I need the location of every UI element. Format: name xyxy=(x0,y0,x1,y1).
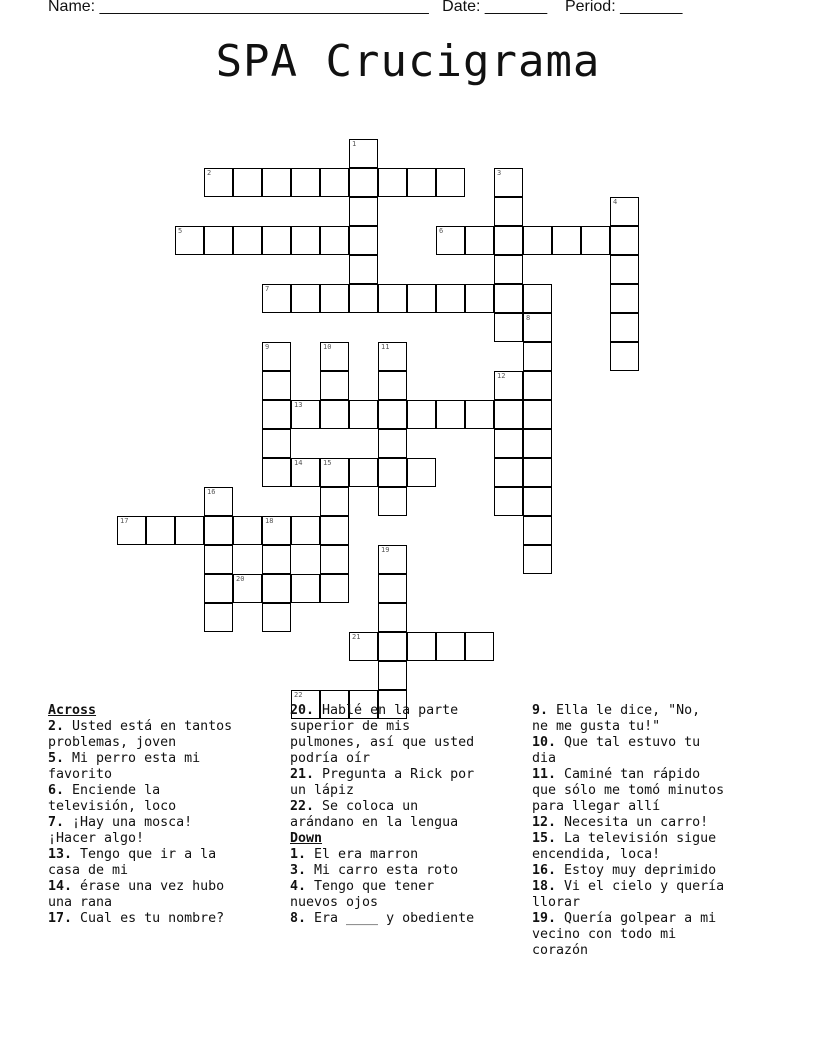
clue-line: una rana xyxy=(48,895,113,910)
cell-number: 17 xyxy=(120,517,129,525)
clue-item xyxy=(290,863,474,879)
cell-number: 4 xyxy=(613,198,618,206)
crossword-cell[interactable] xyxy=(320,168,349,197)
crossword-cell[interactable] xyxy=(262,603,291,632)
crossword-cell[interactable] xyxy=(320,487,349,516)
crossword-cell[interactable] xyxy=(204,226,233,255)
clue-number: 3. xyxy=(290,863,307,878)
crossword-cell[interactable] xyxy=(262,226,291,255)
period-line[interactable]: _______ xyxy=(620,0,683,15)
crossword-cell[interactable] xyxy=(378,400,407,429)
crossword-cell[interactable] xyxy=(436,400,465,429)
crossword-cell[interactable] xyxy=(407,168,436,197)
clue-item xyxy=(532,735,724,767)
crossword-cell[interactable] xyxy=(349,139,378,168)
crossword-cell[interactable] xyxy=(378,429,407,458)
crossword-cell[interactable] xyxy=(349,168,378,197)
crossword-cell[interactable] xyxy=(204,487,233,516)
clue-column-3 xyxy=(532,703,724,959)
clue-number: 4. xyxy=(290,879,307,894)
clue-item xyxy=(532,703,724,735)
cell-number: 7 xyxy=(265,285,270,293)
crossword-cell[interactable] xyxy=(233,226,262,255)
crossword-cell[interactable] xyxy=(523,284,552,313)
clue-line: pulmones, así que usted xyxy=(290,735,475,750)
crossword-cell[interactable] xyxy=(523,371,552,400)
clue-line: 2. Usted está en tantos xyxy=(48,719,233,734)
cell-number: 19 xyxy=(381,546,390,554)
clue-item xyxy=(48,879,232,911)
crossword-cell[interactable] xyxy=(175,516,204,545)
clue-line: encendida, loca! xyxy=(532,847,661,862)
crossword-cell[interactable] xyxy=(465,284,494,313)
clue-item xyxy=(48,911,232,927)
crossword-cell[interactable] xyxy=(349,255,378,284)
crossword-cell[interactable] xyxy=(291,458,320,487)
name-line[interactable]: _____________________________________ xyxy=(99,0,429,15)
cell-number: 16 xyxy=(207,488,216,496)
clue-number: 8. xyxy=(290,911,307,926)
clue-line: 13. Tengo que ir a la xyxy=(48,847,217,862)
crossword-cell[interactable] xyxy=(610,255,639,284)
clue-line: dia xyxy=(532,751,557,766)
clue-number: 9. xyxy=(532,703,549,718)
clue-number: 5. xyxy=(48,751,65,766)
crossword-cell[interactable] xyxy=(262,458,291,487)
clue-number: 12. xyxy=(532,815,557,830)
clue-item xyxy=(290,879,474,911)
clue-line: arándano en la lengua xyxy=(290,815,459,830)
clue-line: 20. Hablé en la parte xyxy=(290,703,459,718)
crossword-cell[interactable] xyxy=(436,632,465,661)
crossword-cell[interactable] xyxy=(291,284,320,313)
crossword-cell[interactable] xyxy=(146,516,175,545)
crossword-cell[interactable] xyxy=(436,226,465,255)
date-label: Date: xyxy=(442,0,481,15)
crossword-cell[interactable] xyxy=(494,284,523,313)
crossword-cell[interactable] xyxy=(378,632,407,661)
across-clue-list-continued xyxy=(290,703,474,831)
crossword-cell[interactable] xyxy=(494,168,523,197)
clue-item xyxy=(290,767,474,799)
clue-column-1 xyxy=(48,703,232,927)
cell-number: 1 xyxy=(352,140,357,148)
clue-line: 18. Vi el cielo y quería xyxy=(532,879,725,894)
crossword-cell[interactable] xyxy=(349,197,378,226)
clue-line: favorito xyxy=(48,767,113,782)
clue-line: 4. Tengo que tener xyxy=(290,879,435,894)
crossword-cell[interactable] xyxy=(523,458,552,487)
clue-item xyxy=(532,911,724,959)
clue-line: nuevos ojos xyxy=(290,895,379,910)
crossword-cell[interactable] xyxy=(291,226,320,255)
clue-number: 20. xyxy=(290,703,315,718)
crossword-cell[interactable] xyxy=(262,516,291,545)
crossword-cell[interactable] xyxy=(262,284,291,313)
crossword-cell[interactable] xyxy=(349,632,378,661)
clue-line: vecino con todo mi xyxy=(532,927,677,942)
clue-number: 22. xyxy=(290,799,315,814)
crossword-cell[interactable] xyxy=(233,574,262,603)
cell-number: 8 xyxy=(526,314,531,322)
crossword-cell[interactable] xyxy=(523,400,552,429)
clue-number: 1. xyxy=(290,847,307,862)
crossword-cell[interactable] xyxy=(494,487,523,516)
clue-line: casa de mi xyxy=(48,863,129,878)
crossword-cell[interactable] xyxy=(407,632,436,661)
clue-line: televisión, loco xyxy=(48,799,177,814)
clue-line: un lápiz xyxy=(290,783,355,798)
cell-number: 11 xyxy=(381,343,390,351)
crossword-cell[interactable] xyxy=(349,458,378,487)
crossword-cell[interactable] xyxy=(378,458,407,487)
clue-item xyxy=(290,847,474,863)
crossword-cell[interactable] xyxy=(494,226,523,255)
across-clue-list xyxy=(48,719,232,927)
clue-line: 5. Mi perro esta mi xyxy=(48,751,201,766)
clue-item xyxy=(290,911,474,927)
cell-number: 12 xyxy=(497,372,506,380)
across-header: Across xyxy=(48,703,97,718)
clue-number: 16. xyxy=(532,863,557,878)
clue-line: 8. Era ____ y obediente xyxy=(290,911,475,926)
crossword-cell[interactable] xyxy=(291,168,320,197)
clue-item xyxy=(48,783,232,815)
crossword-cell[interactable] xyxy=(610,197,639,226)
crossword-cell[interactable] xyxy=(262,342,291,371)
crossword-cell[interactable] xyxy=(523,226,552,255)
crossword-cell[interactable] xyxy=(262,371,291,400)
crossword-cell[interactable] xyxy=(233,168,262,197)
crossword-cell[interactable] xyxy=(407,284,436,313)
crossword-cell[interactable] xyxy=(204,516,233,545)
clue-line: 1. El era marron xyxy=(290,847,419,862)
crossword-cell[interactable] xyxy=(378,342,407,371)
crossword-cell[interactable] xyxy=(523,429,552,458)
crossword-cell[interactable] xyxy=(320,574,349,603)
clue-number: 7. xyxy=(48,815,65,830)
crossword-cell[interactable] xyxy=(407,458,436,487)
crossword-cell[interactable] xyxy=(610,226,639,255)
clue-line: que sólo me tomó minutos xyxy=(532,783,725,798)
clue-item xyxy=(48,751,232,783)
clue-item xyxy=(48,847,232,879)
down-clue-list xyxy=(290,847,474,927)
crossword-cell[interactable] xyxy=(436,168,465,197)
clue-line: 10. Que tal estuvo tu xyxy=(532,735,701,750)
cell-number: 13 xyxy=(294,401,303,409)
clue-number: 15. xyxy=(532,831,557,846)
clue-item xyxy=(532,815,724,831)
crossword-cell[interactable] xyxy=(523,545,552,574)
clue-item xyxy=(48,815,232,847)
crossword-cell[interactable] xyxy=(262,400,291,429)
clue-number: 18. xyxy=(532,879,557,894)
crossword-cell[interactable] xyxy=(378,487,407,516)
crossword-cell[interactable] xyxy=(610,342,639,371)
crossword-cell[interactable] xyxy=(349,284,378,313)
crossword-cell[interactable] xyxy=(349,400,378,429)
crossword-cell[interactable] xyxy=(262,545,291,574)
period-label: Period: xyxy=(564,0,616,15)
clue-line: 17. Cual es tu nombre? xyxy=(48,911,225,926)
crossword-cell[interactable] xyxy=(494,458,523,487)
down-header: Down xyxy=(290,831,323,846)
clue-item xyxy=(532,879,724,911)
crossword-cell[interactable] xyxy=(204,603,233,632)
crossword-cell[interactable] xyxy=(378,661,407,690)
cell-number: 14 xyxy=(294,459,303,467)
clue-number: 10. xyxy=(532,735,557,750)
cell-number: 6 xyxy=(439,227,444,235)
clue-line: ne me gusta tu!" xyxy=(532,719,661,734)
page-title: SPA Crucigrama xyxy=(215,36,601,87)
clue-line: 12. Necesita un carro! xyxy=(532,815,709,830)
crossword-cell[interactable] xyxy=(262,574,291,603)
crossword-cell[interactable] xyxy=(494,255,523,284)
crossword-cell[interactable] xyxy=(117,516,146,545)
crossword-cell[interactable] xyxy=(233,516,262,545)
clue-number: 19. xyxy=(532,911,557,926)
clue-line: 14. érase una vez hubo xyxy=(48,879,225,894)
clue-line: 22. Se coloca un xyxy=(290,799,419,814)
clue-line: superior de mis xyxy=(290,719,411,734)
clue-line: 19. Quería golpear a mi xyxy=(532,911,717,926)
crossword-cell[interactable] xyxy=(465,226,494,255)
crossword-cell[interactable] xyxy=(262,429,291,458)
clue-line: 15. La televisión sigue xyxy=(532,831,717,846)
clue-line: corazón xyxy=(532,943,589,958)
crossword-cell[interactable] xyxy=(320,545,349,574)
clue-number: 14. xyxy=(48,879,73,894)
clue-line: ¡Hacer algo! xyxy=(48,831,145,846)
down-clue-list-continued xyxy=(532,703,724,959)
clue-line: llorar xyxy=(532,895,581,910)
cell-number: 2 xyxy=(207,169,212,177)
crossword-cell[interactable] xyxy=(204,574,233,603)
cell-number: 3 xyxy=(497,169,502,177)
cell-number: 20 xyxy=(236,575,245,583)
crossword-cell[interactable] xyxy=(378,284,407,313)
crossword-cell[interactable] xyxy=(320,226,349,255)
crossword-cell[interactable] xyxy=(523,516,552,545)
clue-number: 6. xyxy=(48,783,65,798)
crossword-cell[interactable] xyxy=(581,226,610,255)
crossword-cell[interactable] xyxy=(291,516,320,545)
clue-line: 3. Mi carro esta roto xyxy=(290,863,459,878)
cell-number: 5 xyxy=(178,227,183,235)
crossword-cell[interactable] xyxy=(610,284,639,313)
crossword-cell[interactable] xyxy=(204,168,233,197)
cell-number: 21 xyxy=(352,633,361,641)
clue-number: 13. xyxy=(48,847,73,862)
clue-line: 16. Estoy muy deprimido xyxy=(532,863,717,878)
clue-line: podría oír xyxy=(290,751,371,766)
clue-column-2 xyxy=(290,703,474,927)
crossword-cell[interactable] xyxy=(262,168,291,197)
cell-number: 10 xyxy=(323,343,332,351)
clue-item xyxy=(532,767,724,815)
crossword-cell[interactable] xyxy=(175,226,204,255)
crossword-cell[interactable] xyxy=(378,168,407,197)
crossword-cell[interactable] xyxy=(291,400,320,429)
crossword-cell[interactable] xyxy=(465,400,494,429)
crossword-cell[interactable] xyxy=(378,545,407,574)
crossword-cell[interactable] xyxy=(494,313,523,342)
crossword-cell[interactable] xyxy=(552,226,581,255)
cell-number: 22 xyxy=(294,691,303,699)
crossword-cell[interactable] xyxy=(320,284,349,313)
clue-line: 11. Caminé tan rápido xyxy=(532,767,701,782)
clue-number: 17. xyxy=(48,911,73,926)
crossword-cell[interactable] xyxy=(610,313,639,342)
crossword-cell[interactable] xyxy=(494,400,523,429)
clue-item xyxy=(290,799,474,831)
crossword-cell[interactable] xyxy=(407,400,436,429)
crossword-cell[interactable] xyxy=(494,197,523,226)
crossword-cell[interactable] xyxy=(494,371,523,400)
crossword-cell[interactable] xyxy=(320,371,349,400)
crossword-cell[interactable] xyxy=(436,284,465,313)
crossword-cell[interactable] xyxy=(378,574,407,603)
clue-line: problemas, joven xyxy=(48,735,177,750)
clue-line: 9. Ella le dice, "No, xyxy=(532,703,701,718)
clue-number: 11. xyxy=(532,767,557,782)
clue-item xyxy=(48,719,232,751)
clue-line: 6. Enciende la xyxy=(48,783,161,798)
cell-number: 18 xyxy=(265,517,274,525)
crossword-cell[interactable] xyxy=(320,342,349,371)
clue-number: 21. xyxy=(290,767,315,782)
name-label: Name: xyxy=(48,0,96,15)
clue-item xyxy=(532,831,724,863)
clue-line: 21. Pregunta a Rick por xyxy=(290,767,475,782)
clue-line: para llegar allí xyxy=(532,799,661,814)
crossword-cell[interactable] xyxy=(378,603,407,632)
crossword-cell[interactable] xyxy=(291,574,320,603)
clue-number: 2. xyxy=(48,719,65,734)
cell-number: 9 xyxy=(265,343,270,351)
crossword-cell[interactable] xyxy=(494,429,523,458)
clue-item xyxy=(290,703,474,767)
crossword-cell[interactable] xyxy=(320,516,349,545)
crossword-cell[interactable] xyxy=(378,371,407,400)
crossword-cell[interactable] xyxy=(523,487,552,516)
crossword-cell[interactable] xyxy=(204,545,233,574)
crossword-cell[interactable] xyxy=(523,342,552,371)
date-line[interactable]: _______ xyxy=(484,0,548,15)
crossword-cell[interactable] xyxy=(320,458,349,487)
crossword-cell[interactable] xyxy=(465,632,494,661)
crossword-cell[interactable] xyxy=(320,400,349,429)
crossword-cell[interactable] xyxy=(349,226,378,255)
crossword-cell[interactable] xyxy=(523,313,552,342)
cell-number: 15 xyxy=(323,459,332,467)
clue-line: 7. ¡Hay una mosca! xyxy=(48,815,193,830)
clue-item xyxy=(532,863,724,879)
